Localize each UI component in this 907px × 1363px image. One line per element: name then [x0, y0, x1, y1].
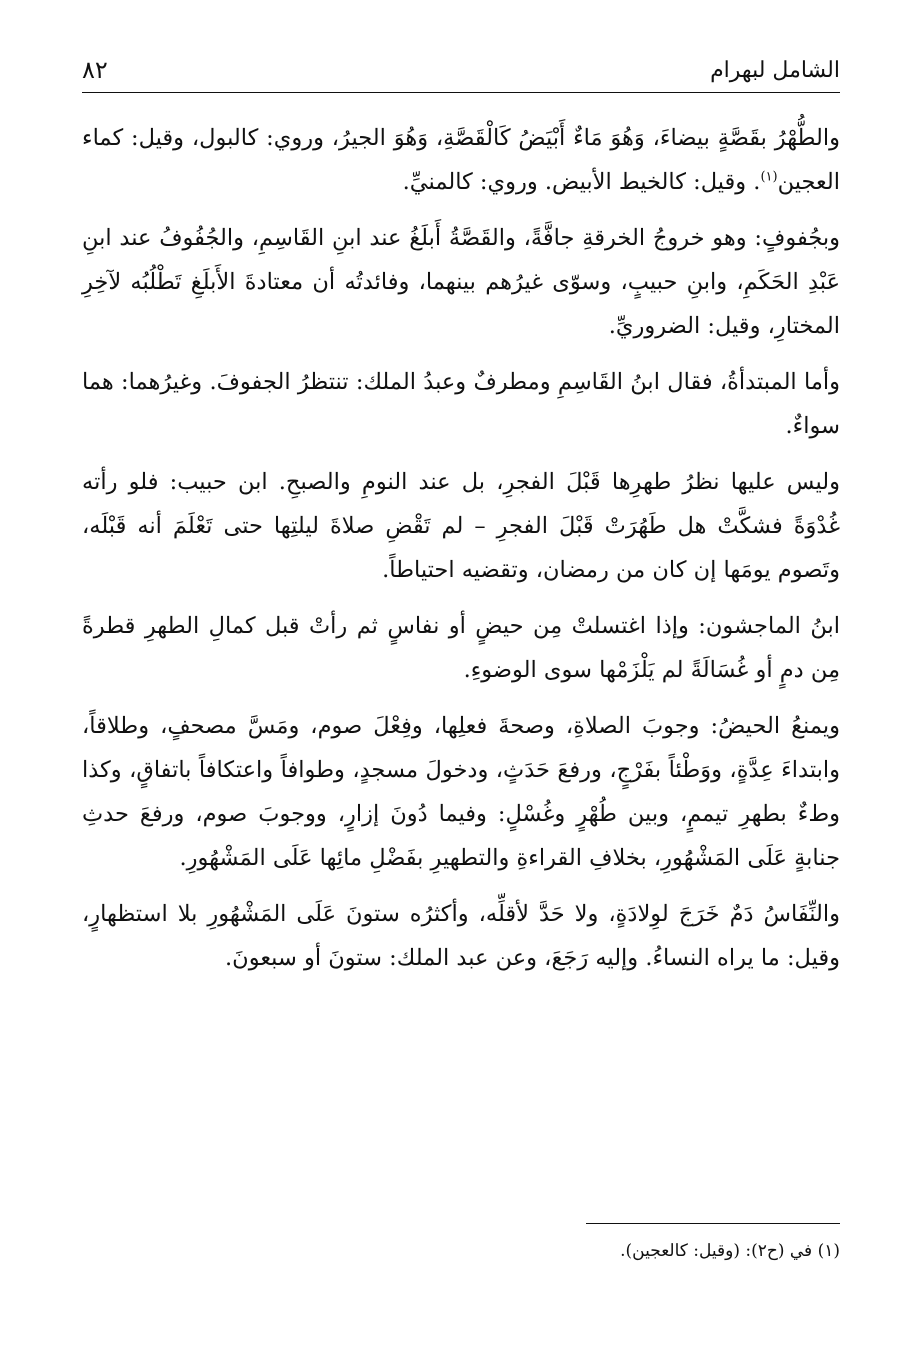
- paragraph: وبجُفوفٍ: وهو خروجُ الخرقةِ جافَّةً، والقَصَّةُ أَبلَغُ عند ابنِ القَاسِمِ، والجُفُوفُ عند ابنِ عَبْدِ الحَكَمِ، وابنِ حبيبٍ، وسوّى غيرُهم بينهما، وفائدتُه أن معتادةَ الأَبلَغِ تَطْلُبُه لآخِرِ المختارِ، وقيل: الضروريِّ.: [82, 225, 840, 339]
- paragraph: ويمنعُ الحيضُ: وجوبَ الصلاةِ، وصحةَ فعلِها، وفِعْلَ صوم، ومَسَّ مصحفٍ، وطلاقاً، وابتداءَ عِدَّةٍ، ووَطْئاً بفَرْجٍ، ورفعَ حَدَثٍ، ودخولَ مسجدٍ، وطوافاً واعتكافاً باتفاقٍ، وكذا وطءٌ بطهرِ تيممٍ، وبين طُهْرٍ وغُسْلٍ: وفيما دُونَ إزارٍ، ووجوبَ صوم، ورفعَ حدثِ جنابةٍ عَلَى المَشْهُورِ، بخلافِ القراءةِ والتطهيرِ بفَضْلِ مائِها عَلَى المَشْهُورِ.: [82, 713, 840, 871]
- paragraph: وأما المبتدأةُ، فقال ابنُ القَاسِمِ ومطرفٌ وعبدُ الملك: تنتظرُ الجفوفَ. وغيرُهما: هما سواءٌ.: [82, 369, 840, 439]
- running-title: الشامل لبهرام: [710, 58, 840, 83]
- paragraph: والطُّهْرُ بقَصَّةٍ بيضاءَ، وَهُوَ مَاءٌ أَبْيَضُ كَالْقَصَّةِ، وَهُوَ الجيرُ، وروي: كالبول، وقيل: كماء العجين$^{(١)}$. وقيل: كالخيط الأبيض. وروي: كالمنيِّ.: [82, 125, 840, 195]
- main-text: [82, 116, 840, 992]
- footnote-reference: (١): [760, 169, 778, 185]
- footnotes: [82, 1238, 840, 1264]
- footnote: (١) في (ح٢): (وقيل: كالعجين).: [620, 1241, 840, 1261]
- paragraph: ابنُ الماجشون: وإذا اغتسلتْ مِن حيضٍ أو نفاسٍ ثم رأتْ قبل كمالِ الطهرِ قطرةً مِن دمٍ أو غُسَالَةً لم يَلْزَمْها سوى الوضوءِ.: [82, 613, 841, 683]
- footnote-divider: [586, 1223, 840, 1224]
- page-header: [82, 52, 840, 93]
- page-number: ٨٢: [82, 56, 108, 84]
- paragraph: وليس عليها نظرُ طهرِها قَبْلَ الفجرِ، بل عند النومِ والصبحِ. ابن حبيب: فلو رأته غُدْوَةً فشكَّتْ هل طَهُرَتْ قَبْلَ الفجرِ – لم تَقْضِ صلاةَ ليلتِها حتى تَعْلَمَ أنه قَبْلَه، وتَصوم يومَها إن كان من رمضان، وتقضيه احتياطاً.: [82, 469, 840, 583]
- paragraph: والنِّفَاسُ دَمٌ خَرَجَ لوِلادَةٍ، ولا حَدَّ لأقلِّه، وأكثرُه ستونَ عَلَى المَشْهُورِ بلا استظهارٍ، وقيل: ما يراه النساءُ. وإليه رَجَعَ، وعن عبد الملك: ستونَ أو سبعونَ.: [82, 901, 840, 971]
